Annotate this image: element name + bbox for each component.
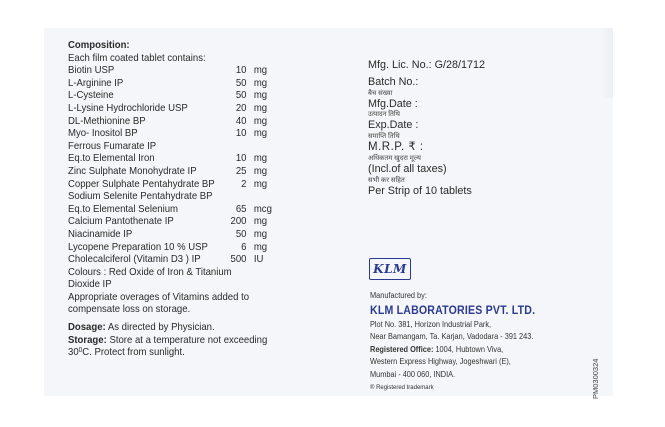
ingredient-value: 50: [235, 77, 247, 89]
ingredient-row: [68, 166, 289, 179]
ingredient-name: Eq.to Elemental Selenium: [68, 203, 178, 215]
composition-section: [68, 40, 289, 360]
reg-office-address-1: 1004, Hubtown Viva,: [433, 344, 504, 354]
composition-intro: Each film coated tablet contains:: [68, 52, 206, 64]
ingredient-unit: IU: [253, 254, 264, 266]
ingredient-value: 40: [235, 115, 247, 127]
storage-label: Storage:: [68, 334, 107, 346]
composition-title: Composition:: [68, 40, 130, 51]
ingredient-value: 65: [235, 203, 247, 215]
ingredient-unit: mg: [253, 228, 268, 240]
ingredient-value: 10: [235, 128, 247, 140]
mrp-hindi: अधिकतम खुदरा मूल्य: [368, 154, 421, 162]
klm-logo: [369, 258, 411, 280]
pack-edge-shade: [600, 28, 613, 98]
ingredient-row: [68, 242, 289, 255]
ingredient-row: [68, 141, 289, 154]
ingredient-name: Myo- Inositol BP: [68, 128, 138, 140]
reg-office-address-3: Mumbai - 400 060, INDIA.: [370, 369, 456, 379]
exp-date-hindi: समाप्ति तिथि: [368, 133, 400, 141]
strip-count: Per Strip of 10 tablets: [368, 184, 472, 197]
ingredient-name: Zinc Sulphate Monohydrate IP: [68, 165, 197, 177]
ingredient-unit: mg: [253, 241, 268, 253]
ingredient-value: 10: [235, 65, 247, 77]
ingredient-row: [68, 128, 289, 141]
overages-line-1: Appropriate overages of Vitamins added to: [68, 291, 250, 303]
address-line-2: Near Bamangam, Ta. Karjan, Vadodara - 391 243.: [370, 332, 534, 342]
ingredient-row: [68, 229, 289, 242]
ingredient-name: L-Arginine IP: [68, 77, 124, 89]
ingredient-value: 50: [235, 90, 247, 102]
mrp-label: M.R.P. ₹ :: [368, 141, 424, 154]
ingredient-unit: mg: [253, 90, 268, 102]
ingredient-row: [68, 179, 289, 192]
ingredient-unit: mg: [253, 115, 268, 127]
mfg-licence: Mfg. Lic. No.: G/28/1712: [368, 59, 486, 71]
ingredient-name: Sodium Selenite Pentahydrate BP: [68, 191, 213, 203]
ingredient-value: 2: [241, 178, 247, 190]
ingredient-name: DL-Methionine BP: [68, 115, 146, 127]
ingredient-name: L-Lysine Hydrochloride USP: [68, 102, 188, 114]
ingredient-row: [68, 116, 289, 129]
manufacturer-section: [370, 290, 535, 394]
ingredient-list: [68, 65, 289, 267]
storage-line: [68, 335, 289, 348]
registered-office: [370, 344, 535, 357]
ingredient-name: Cholecalciferol (Vitamin D3 ) IP: [68, 254, 201, 266]
ingredient-name: Lycopene Preparation 10 % USP: [68, 241, 208, 253]
ingredient-row: [68, 65, 289, 78]
ingredient-row: [68, 204, 289, 217]
klm-logo-text: KLM: [373, 262, 407, 276]
dosage-line: [68, 322, 289, 335]
exp-date-label: Exp.Date :: [368, 119, 419, 132]
ingredient-row: [68, 216, 289, 229]
ingredient-row: [68, 90, 289, 103]
ingredient-row: [68, 153, 289, 166]
address-line-1: Plot No. 381, Horizon Industrial Park,: [370, 319, 492, 329]
mfg-date-label: Mfg.Date :: [368, 97, 418, 110]
colours-line-2: Dioxide IP: [68, 279, 112, 291]
ingredient-value: 10: [235, 153, 247, 165]
ingredient-unit: mg: [253, 216, 268, 228]
ingredient-unit: mg: [253, 77, 268, 89]
ingredient-value: 25: [235, 165, 247, 177]
reg-office-label: Registered Office:: [370, 344, 434, 354]
ingredient-value: 500: [230, 254, 247, 266]
batch-info-section: [368, 59, 485, 198]
taxes-hindi: सभी कर सहित: [368, 176, 405, 184]
ingredient-row: [68, 103, 289, 116]
ingredient-name: L-Cysteine: [68, 90, 114, 102]
ingredient-row: [68, 191, 289, 204]
ingredient-value: 6: [241, 241, 247, 253]
company-name: KLM LABORATORIES PVT. LTD.: [370, 304, 536, 317]
ingredient-unit: mg: [253, 65, 268, 77]
ingredient-value: 50: [235, 228, 247, 240]
trademark-note: ® Registered trademark: [370, 383, 434, 391]
print-code: PM0300324: [591, 358, 600, 399]
dosage-label: Dosage:: [68, 322, 106, 334]
batch-label: Batch No.:: [368, 75, 419, 88]
ingredient-name: Calcium Pantothenate IP: [68, 216, 174, 228]
ingredient-value: 20: [235, 102, 247, 114]
ingredient-name: Ferrous Fumarate IP: [68, 140, 157, 152]
mfg-date-hindi: उत्पादन तिथि: [368, 111, 400, 119]
storage-line-2: [68, 347, 289, 360]
dosage-text: As directed by Physician.: [107, 322, 215, 334]
storage-text: Store at a temperature not exceeding: [109, 334, 268, 346]
ingredient-name: Copper Sulphate Pentahydrate BP: [68, 178, 215, 190]
ingredient-unit: mg: [253, 128, 268, 140]
ingredient-value: 200: [230, 216, 247, 228]
reg-office-address-2: Western Express Highway, Jogeshwari (E),: [370, 357, 511, 367]
overages-line-2: compensate loss on storage.: [68, 304, 191, 316]
batch-hindi: बैच संख्या: [368, 89, 393, 97]
ingredient-unit: mg: [253, 102, 268, 114]
ingredient-unit: mcg: [253, 203, 272, 215]
ingredient-unit: mg: [253, 178, 268, 190]
storage-degree: 0: [78, 347, 83, 355]
manufactured-by: Manufactured by:: [370, 291, 427, 300]
storage-temp: 30: [68, 347, 79, 359]
colours-line-1: Colours : Red Oxide of Iron & Titanium: [68, 266, 232, 278]
ingredient-unit: mg: [253, 153, 268, 165]
ingredient-name: Eq.to Elemental Iron: [68, 153, 155, 165]
ingredient-row: [68, 78, 289, 91]
ingredient-name: Biotin USP: [68, 65, 115, 77]
ingredient-row: [68, 254, 289, 267]
taxes-note: (Incl.of all taxes): [368, 162, 447, 175]
storage-text-2: C. Protect from sunlight.: [82, 347, 185, 359]
ingredient-name: Niacinamide IP: [68, 228, 133, 240]
ingredient-unit: mg: [253, 165, 268, 177]
